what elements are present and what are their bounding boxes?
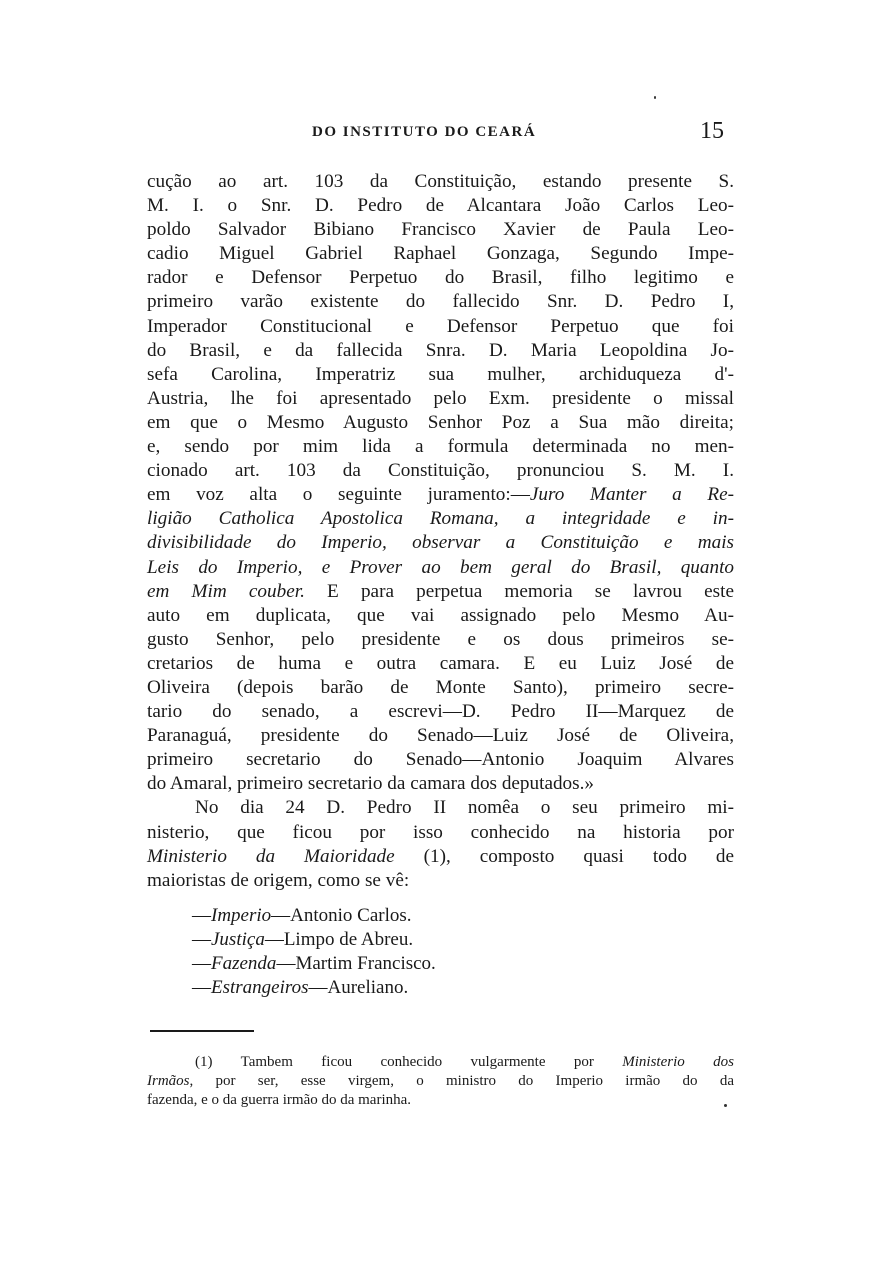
minister: Limpo de Abreu. [283, 929, 414, 951]
text-line: tario do senado, a escrevi—D. Pedro II—Marquez de [147, 701, 734, 723]
ministry-list-item: —Justiça—Limpo de Abreu. [192, 929, 414, 951]
minister: Antonio Carlos. [290, 905, 412, 926]
text-line: Oliveira (depois barão de Monte Santo), primeiro secre- [147, 676, 734, 698]
text-line: Imperador Constitucional e Defensor Perpetuo que foi [147, 315, 734, 337]
text-line: Austria, lhe foi apresentado pelo Exm. presidente o missal [147, 387, 734, 409]
text-line: primeiro secretario do Senado—Antonio Joaquim Alvares [147, 749, 734, 771]
footnote-rule [150, 1030, 254, 1032]
oath-line [147, 531, 734, 555]
oath-italic-text: Leis do Imperio, e Prover ao bem geral do Brasil, quanto [147, 556, 734, 578]
text-line: cadio Miguel Gabriel Raphael Gonzaga, Segundo Impe- [147, 243, 734, 265]
oath-italic-text: ligião Catholica Apostolica Romana, a integridade e in- [147, 508, 734, 530]
oath-line [147, 507, 734, 531]
paragraph2-text: (1), composto quasi todo de [394, 845, 735, 867]
text-line: em que o Mesmo Augusto Senhor Poz a Sua mão direita; [147, 411, 734, 433]
oath-intro-line [147, 483, 734, 507]
text-line: M. I. o Snr. D. Pedro de Alcantara João Carlos Leo- [147, 195, 734, 217]
portfolio: Estrangeiros [211, 977, 309, 999]
footnote-line: fazenda, e o da guerra irmão do da marinha. [147, 1092, 412, 1108]
ministry-list-item: —Fazenda—Martim Francisco. [192, 953, 436, 975]
scan-speck [654, 96, 656, 99]
ministry-list-item: —Estrangeiros—Aureliano. [192, 977, 409, 999]
text-line: auto em duplicata, que vai assignado pelo Mesmo Au- [147, 604, 734, 626]
running-title: DO INSTITUTO DO CEARÁ [312, 124, 537, 140]
main-text [147, 170, 734, 893]
footnote-line [147, 1072, 734, 1091]
text-line: Paranaguá, presidente do Senado—Luiz José de Oliveira, [147, 725, 734, 747]
footnote-line [147, 1053, 734, 1072]
footnote-italic: Irmãos [147, 1073, 190, 1089]
text-line: do Brasil, e da fallecida Snra. D. Maria Leopoldina Jo- [147, 339, 734, 361]
ministry-list-item: —Imperio—Antonio Carlos. [192, 905, 412, 926]
footnote-italic: Ministerio dos [622, 1054, 734, 1070]
text-line: sefa Carolina, Imperatriz sua mulher, archiduqueza d'- [147, 363, 734, 385]
oath-italic-text: divisibilidade do Imperio, observar a Constituição e mais [147, 532, 734, 554]
text-line: cionado art. 103 da Constituição, pronunciou S. M. I. [147, 460, 734, 482]
ministry-list [192, 904, 612, 1000]
oath-italic-end: em Mim couber. [147, 580, 305, 602]
oath-italic-start: Juro Manter a Re- [529, 484, 734, 506]
paragraph2-line: maioristas de origem, como se vê: [147, 869, 410, 891]
text-line: gusto Senhor, pelo presidente e os dous primeiros se- [147, 628, 734, 650]
scan-speck [724, 1104, 727, 1107]
text-line: poldo Salvador Bibiano Francisco Xavier de Paula Leo- [147, 219, 734, 241]
portfolio: Justiça [211, 929, 265, 951]
oath-line [147, 556, 734, 580]
page-number: 15 [700, 118, 724, 144]
text-line: cretarios de huma e outra camara. E eu Luiz José de [147, 652, 734, 674]
minister: Aureliano. [327, 977, 409, 999]
page-header [0, 118, 893, 148]
text-line: e, sendo por mim lida a formula determinada no men- [147, 436, 734, 458]
text-line: rador e Defensor Perpetuo do Brasil, filho legitimo e [147, 267, 734, 289]
footnote-text: Tambem ficou conhecido vulgarmente por [212, 1054, 623, 1070]
minister: Martim Francisco. [295, 953, 436, 975]
footnote [147, 1053, 734, 1110]
text-line: primeiro varão existente do fallecido Snr. D. Pedro I, [147, 291, 734, 313]
text-line: cução ao art. 103 da Constituição, estando presente S. [147, 171, 734, 192]
paragraph2-line: nisterio, que ficou por isso conhecido na historia por [147, 821, 734, 843]
ministry-name-italic: Ministerio da Maioridade [147, 845, 395, 867]
text-line: do Amaral, primeiro secretario da camara dos deputados.» [147, 773, 595, 795]
oath-end-line [147, 580, 734, 604]
oath-intro-text: em voz alta o seguinte juramento:— [147, 484, 530, 506]
portfolio: Imperio [211, 905, 272, 926]
portfolio: Fazenda [211, 953, 277, 975]
paragraph2-line: No dia 24 D. Pedro II nomêa o seu primeiro mi- [195, 797, 734, 819]
paragraph2-line [147, 845, 734, 869]
footnote-text: , por ser, esse virgem, o ministro do Imperio irmão do da [189, 1073, 734, 1089]
footnote-marker: (1) [195, 1054, 213, 1070]
oath-after-text: E para perpetua memoria se lavrou este [304, 580, 734, 602]
